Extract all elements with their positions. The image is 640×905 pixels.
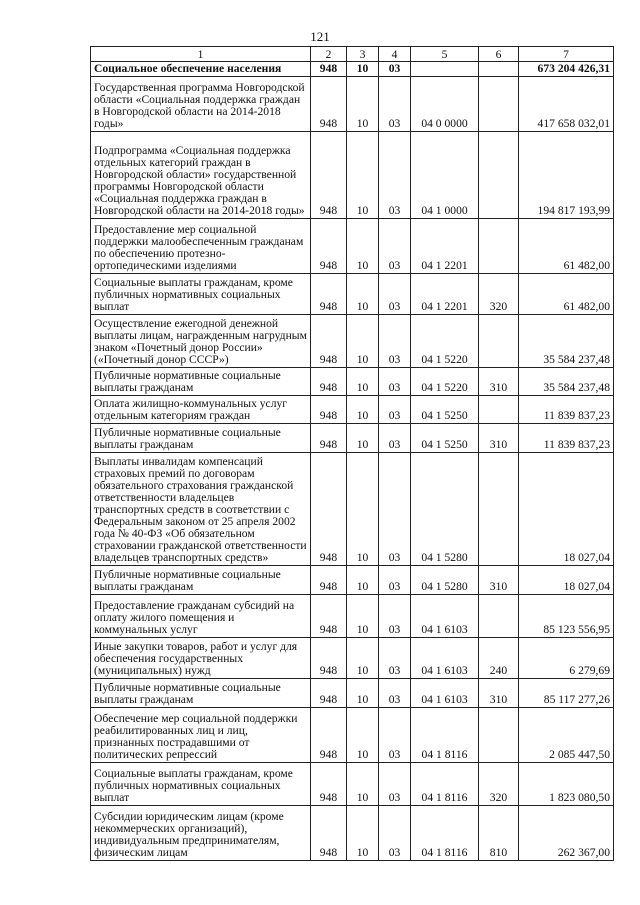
table-row [91,368,614,396]
row-amount: 85 117 277,26 [519,679,614,708]
row-amount: 18 027,04 [519,566,614,595]
row-department-code: 948 [311,638,347,679]
row-department-code: 948 [311,315,347,368]
row-target-article: 04 1 8116 [411,708,479,763]
budget-table [90,46,614,861]
row-subsection-code: 03 [379,274,411,315]
row-section-code: 10 [347,62,379,77]
row-section-code: 10 [347,453,379,566]
row-description: Оплата жилищно-коммунальных услуг отдельным категориям граждан [91,396,311,424]
table-row [91,396,614,424]
row-amount: 262 367,00 [519,806,614,861]
row-amount: 2 085 447,50 [519,708,614,763]
row-description: Выплаты инвалидам компенсаций страховых премий по договорам обязательного страхования гражданской ответственности владельцев транспортных средств в соответствии с Федеральным законом от 25 апреля 2002 года № 40-ФЗ «Об обязательном страховании гражданской ответственности владельцев транспортных средств» [91,453,311,566]
row-section-code: 10 [347,638,379,679]
row-target-article: 04 1 5250 [411,424,479,453]
row-target-article: 04 1 5220 [411,368,479,396]
row-target-article: 04 1 6103 [411,679,479,708]
row-amount: 35 584 237,48 [519,368,614,396]
row-description: Предоставление гражданам субсидий на оплату жилого помещения и коммунальных услуг [91,595,311,638]
row-expense-type: 320 [479,763,519,806]
row-target-article: 04 0 0000 [411,77,479,132]
table-header-row [91,47,614,62]
table-row [91,638,614,679]
row-section-code: 10 [347,219,379,274]
row-department-code: 948 [311,219,347,274]
row-description: Публичные нормативные социальные выплаты гражданам [91,424,311,453]
row-section-code: 10 [347,763,379,806]
column-header: 7 [519,47,614,62]
table-row [91,763,614,806]
row-amount: 11 839 837,23 [519,424,614,453]
row-expense-type [479,708,519,763]
row-target-article [411,62,479,77]
row-subsection-code: 03 [379,638,411,679]
column-header: 2 [311,47,347,62]
row-description: Публичные нормативные социальные выплаты гражданам [91,679,311,708]
row-target-article: 04 1 6103 [411,595,479,638]
row-department-code: 948 [311,77,347,132]
row-department-code: 948 [311,132,347,219]
row-amount: 1 823 080,50 [519,763,614,806]
row-subsection-code: 03 [379,132,411,219]
row-section-code: 10 [347,708,379,763]
row-expense-type: 310 [479,566,519,595]
row-subsection-code: 03 [379,77,411,132]
row-subsection-code: 03 [379,396,411,424]
row-description: Иные закупки товаров, работ и услуг для обеспечения государственных (муниципальных) нужд [91,638,311,679]
table-row [91,566,614,595]
row-subsection-code: 03 [379,763,411,806]
row-section-code: 10 [347,424,379,453]
row-description: Публичные нормативные социальные выплаты гражданам [91,566,311,595]
table-row [91,315,614,368]
row-expense-type [479,219,519,274]
row-expense-type: 310 [479,679,519,708]
row-expense-type [479,396,519,424]
column-header: 1 [91,47,311,62]
row-section-code: 10 [347,132,379,219]
row-subsection-code: 03 [379,219,411,274]
row-department-code: 948 [311,763,347,806]
table-row [91,806,614,861]
row-department-code: 948 [311,708,347,763]
row-target-article: 04 1 5250 [411,396,479,424]
row-department-code: 948 [311,566,347,595]
row-subsection-code: 03 [379,62,411,77]
row-department-code: 948 [311,595,347,638]
row-section-code: 10 [347,679,379,708]
row-target-article: 04 1 5280 [411,566,479,595]
table-row [91,708,614,763]
row-description: Публичные нормативные социальные выплаты гражданам [91,368,311,396]
row-subsection-code: 03 [379,595,411,638]
row-amount: 11 839 837,23 [519,396,614,424]
row-description: Государственная программа Новгородской области «Социальная поддержка граждан в Новгородской области на 2014-2018 годы» [91,77,311,132]
row-target-article: 04 1 2201 [411,219,479,274]
row-subsection-code: 03 [379,679,411,708]
row-amount: 6 279,69 [519,638,614,679]
page-number: 121 [310,29,330,44]
row-description: Субсидии юридическим лицам (кроме некоммерческих организаций), индивидуальным предпринимателям, физическим лицам [91,806,311,861]
row-section-code: 10 [347,77,379,132]
row-expense-type [479,595,519,638]
row-section-code: 10 [347,595,379,638]
row-department-code: 948 [311,62,347,77]
row-target-article: 04 1 8116 [411,806,479,861]
row-amount: 673 204 426,31 [519,62,614,77]
row-description: Подпрограмма «Социальная поддержка отдельных категорий граждан в Новгородской области» государственной программы Новгородской области «Социальная поддержка граждан в Новгородской области на 2014-2018 годы» [91,132,311,219]
row-description: Социальное обеспечение населения [91,62,311,77]
row-expense-type: 810 [479,806,519,861]
row-description: Социальные выплаты гражданам, кроме публичных нормативных социальных выплат [91,763,311,806]
row-expense-type: 240 [479,638,519,679]
row-target-article: 04 1 8116 [411,763,479,806]
column-header: 5 [411,47,479,62]
row-subsection-code: 03 [379,453,411,566]
column-header: 3 [347,47,379,62]
table-row [91,132,614,219]
row-department-code: 948 [311,424,347,453]
row-subsection-code: 03 [379,806,411,861]
table-row [91,424,614,453]
row-description: Социальные выплаты гражданам, кроме публичных нормативных социальных выплат [91,274,311,315]
row-department-code: 948 [311,274,347,315]
row-subsection-code: 03 [379,368,411,396]
table-row [91,62,614,77]
row-department-code: 948 [311,453,347,566]
row-department-code: 948 [311,679,347,708]
row-expense-type: 310 [479,424,519,453]
table-row [91,453,614,566]
column-header: 6 [479,47,519,62]
row-target-article: 04 1 2201 [411,274,479,315]
row-section-code: 10 [347,566,379,595]
row-target-article: 04 1 5280 [411,453,479,566]
row-target-article: 04 1 6103 [411,638,479,679]
row-amount: 18 027,04 [519,453,614,566]
table-row [91,679,614,708]
row-expense-type [479,77,519,132]
row-amount: 417 658 032,01 [519,77,614,132]
table-row [91,595,614,638]
row-section-code: 10 [347,315,379,368]
row-section-code: 10 [347,274,379,315]
row-amount: 61 482,00 [519,219,614,274]
row-description: Осуществление ежегодной денежной выплаты лицам, награжденным нагрудным знаком «Почетный донор России» («Почетный донор СССР») [91,315,311,368]
row-amount: 194 817 193,99 [519,132,614,219]
table-row [91,274,614,315]
row-expense-type: 310 [479,368,519,396]
row-subsection-code: 03 [379,315,411,368]
row-section-code: 10 [347,368,379,396]
row-subsection-code: 03 [379,424,411,453]
row-description: Предоставление мер социальной поддержки малообеспеченным гражданам по обеспечению протезно-ортопедическими изделиями [91,219,311,274]
row-target-article: 04 1 5220 [411,315,479,368]
row-section-code: 10 [347,396,379,424]
row-subsection-code: 03 [379,708,411,763]
row-expense-type [479,315,519,368]
row-department-code: 948 [311,368,347,396]
row-department-code: 948 [311,806,347,861]
row-expense-type [479,132,519,219]
row-target-article: 04 1 0000 [411,132,479,219]
row-department-code: 948 [311,396,347,424]
row-section-code: 10 [347,806,379,861]
row-amount: 61 482,00 [519,274,614,315]
table-row [91,219,614,274]
row-expense-type [479,62,519,77]
row-subsection-code: 03 [379,566,411,595]
table-row [91,77,614,132]
row-amount: 35 584 237,48 [519,315,614,368]
row-amount: 85 123 556,95 [519,595,614,638]
column-header: 4 [379,47,411,62]
row-expense-type [479,453,519,566]
row-expense-type: 320 [479,274,519,315]
row-description: Обеспечение мер социальной поддержки реабилитированных лиц и лиц, признанных пострадавшими от политических репрессий [91,708,311,763]
